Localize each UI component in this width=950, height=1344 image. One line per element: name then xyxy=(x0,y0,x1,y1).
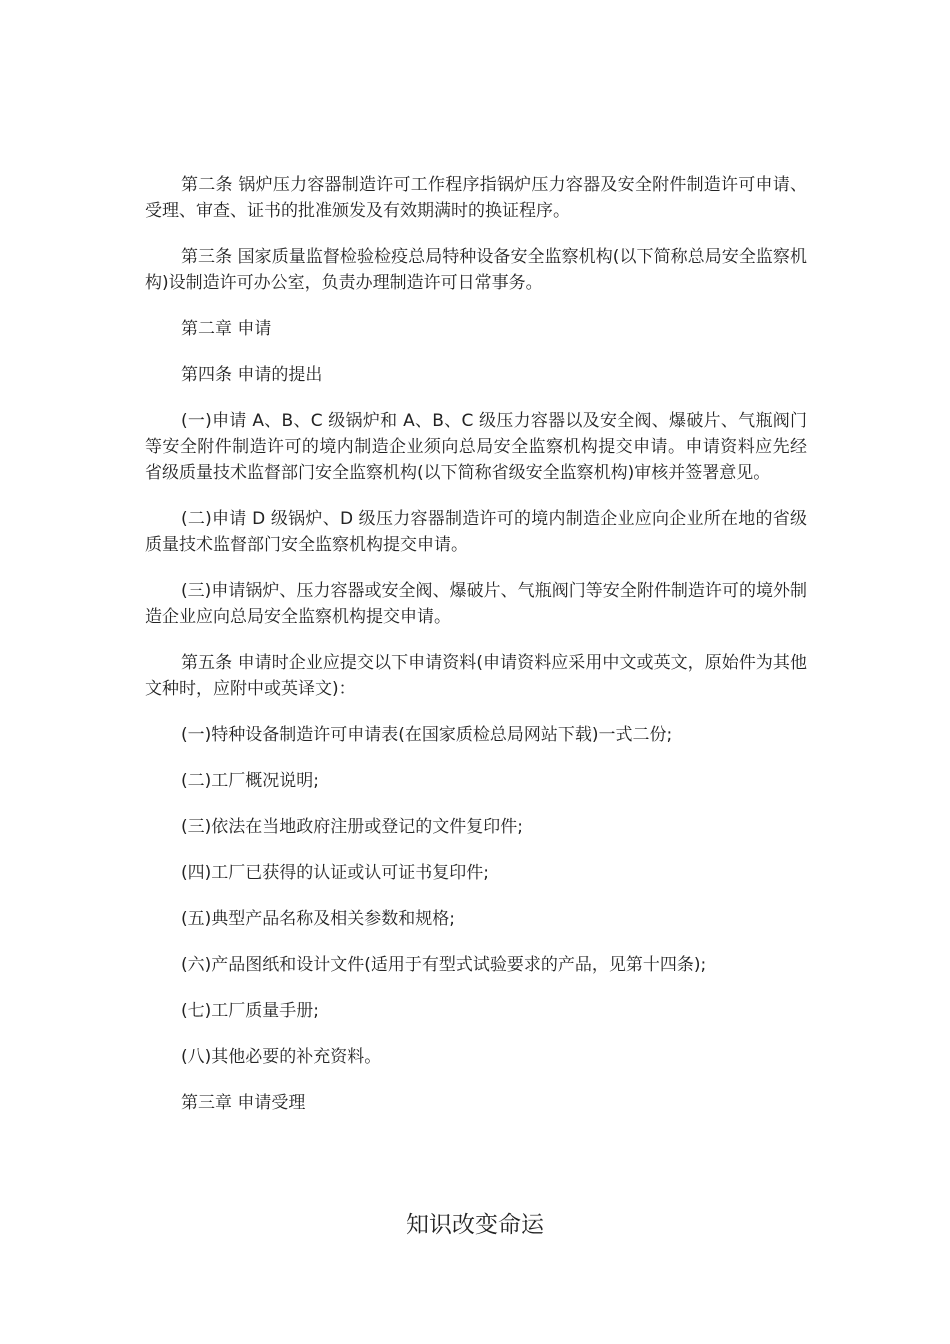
article-5-item-6: (六)产品图纸和设计文件(适用于有型式试验要求的产品，见第十四条); xyxy=(181,955,707,975)
article-5-item-5: (五)典型产品名称及相关参数和规格; xyxy=(181,909,455,929)
chapter-2-heading: 第二章 申请 xyxy=(181,319,272,339)
article-4-item-2: (二)申请 D 级锅炉、D 级压力容器制造许可的境内制造企业应向企业所在地的省级质量技术监督部门安全监察机构提交申请。 xyxy=(145,509,807,555)
article-5-item-8: (八)其他必要的补充资料。 xyxy=(181,1047,382,1067)
article-4-item-1: (一)申请 A、B、C 级锅炉和 A、B、C 级压力容器以及安全阀、爆破片、气瓶阀门等安全附件制造许可的境内制造企业须向总局安全监察机构提交申请。申请资料应先经省级质量技术监督部门安全监察机构(以下简称省级安全监察机构)审核并签署意见。 xyxy=(145,411,807,483)
article-3: 第三条 国家质量监督检验检疫总局特种设备安全监察机构(以下简称总局安全监察机构)设制造许可办公室，负责办理制造许可日常事务。 xyxy=(145,247,807,293)
document-body xyxy=(145,172,807,1136)
article-5-item-1: (一)特种设备制造许可申请表(在国家质检总局网站下载)一式二份; xyxy=(181,725,673,745)
article-4-item-3: (三)申请锅炉、压力容器或安全阀、爆破片、气瓶阀门等安全附件制造许可的境外制造企业应向总局安全监察机构提交申请。 xyxy=(145,581,807,627)
article-5-item-4: (四)工厂已获得的认证或认可证书复印件; xyxy=(181,863,489,883)
article-2: 第二条 锅炉压力容器制造许可工作程序指锅炉压力容器及安全附件制造许可申请、受理、审查、证书的批准颁发及有效期满时的换证程序。 xyxy=(145,175,807,221)
chapter-3-heading: 第三章 申请受理 xyxy=(181,1093,306,1113)
article-5: 第五条 申请时企业应提交以下申请资料(申请资料应采用中文或英文，原始件为其他文种时，应附中或英译文)： xyxy=(145,653,807,699)
article-5-item-2: (二)工厂概况说明; xyxy=(181,771,319,791)
article-5-item-7: (七)工厂质量手册; xyxy=(181,1001,319,1021)
article-5-item-3: (三)依法在当地政府注册或登记的文件复印件; xyxy=(181,817,523,837)
page-footer: 知识改变命运 xyxy=(406,1212,544,1238)
article-4-heading: 第四条 申请的提出 xyxy=(181,365,323,385)
